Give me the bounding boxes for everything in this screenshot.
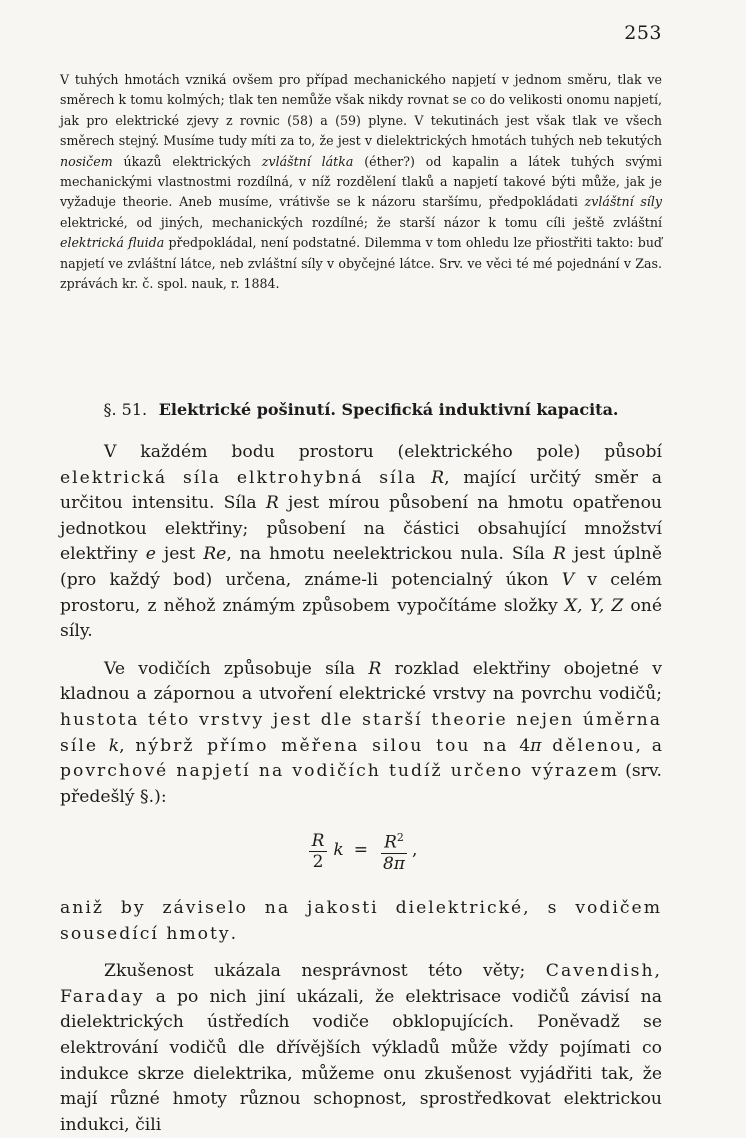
math-var: X, Y, Z xyxy=(564,595,624,616)
math-var: V xyxy=(561,569,575,590)
fraction-rhs: $\frac{R^2}{8\pi}$ xyxy=(380,828,408,874)
math-var: R xyxy=(431,467,445,488)
equation xyxy=(60,828,662,874)
equation-k: k xyxy=(333,840,344,861)
footnote-block xyxy=(60,70,662,294)
spaced-emphasis: Cavendish, Faraday xyxy=(60,961,662,1007)
page-number: 253 xyxy=(624,22,662,44)
italic-term: zvláštní síly xyxy=(584,194,662,210)
spaced-emphasis: povrchové napjetí na vodičích tudíž určeno výrazem xyxy=(60,761,619,782)
paragraph-2: Ve vodičích způsobuje síla R rozklad elektřiny obojetné v kladnou a zápornou a utvoření elektrické vrstvy na povrchu vodičů; hustota této vrstvy jest dle starší theorie nejen úměrna síle k, nýbrž přímo měřena silou tou na 4π dělenou, a povrchové napjetí na vodičích tudíž určeno výrazem (srv. předešlý §.): xyxy=(60,658,662,807)
math-var: R xyxy=(552,544,566,565)
math-var: π xyxy=(530,735,542,756)
paragraph-4: Zkušenost ukázala nesprávnost této věty; Cavendish, Faraday a po nich jiní ukázali, že elektrisace vodičů závisí na dielektrických ústředích vodiče obklopujících. Poněvadž se elektrování vodičů dle dřívějších výkladů může vždy pojímati co indukce skrze dielektrika, můžeme onu zkušenost vyjádřiti tak, že mají různé hmoty různou schopnost, sprostředkovat elektrickou indukci, čili xyxy=(60,961,662,1135)
spaced-emphasis: dělenou xyxy=(552,735,636,756)
small-paragraph: V tuhých hmotách vzniká ovšem pro případ mechanického napjetí v jednom směru, tlak ve směrech k tomu kolmých; tlak ten nemůže však nikdy rovnat se co do velikosti onomu napjetí, jak pro elektrické zjevy z rovnic (58) a (59) plyne. V tekutinách jest však tlak ve všech směrech stejný. Musíme tudy míti za to, že jest v dielektrických hmotách tuhých neb tekutých nosičem úkazů elektrických zvláštní látka (éther?) od kapalin a látek tuhých svými mechanickými vlastnostmi rozdílná, v níž rozdělení tlaků a napjetí takové býti může, jak je vyžaduje theorie. Aneb musíme, vrátivše se k názoru staršímu, předpokládati zvláštní síly elektrické, od jiných, mechanických rozdílné; že starší názor k tomu cíli ještě zvláštní elektrická fluida předpokládal, není podstatné. Dilemma v tom ohledu lze přiostřiti takto: buď napjetí ve zvláštní látce, neb zvláštní síly v obyčejné látce. Srv. ve věci té mé pojednání v Zas. zprávách kr. č. spol. nauk, r. 1884. xyxy=(60,72,662,292)
equation-comma: , xyxy=(411,840,418,861)
italic-term: nosičem xyxy=(60,153,113,169)
spaced-emphasis: hustota této vrstvy jest dle starší theorie nejen úměrna síle xyxy=(60,709,662,756)
math-var: R xyxy=(265,493,279,514)
spaced-emphasis: aniž by záviselo na jakosti dielektrické, s vodičem sousedící hmoty xyxy=(60,897,662,944)
italic-term: elektrická fluida xyxy=(60,235,165,251)
paragraph-3: aniž by záviselo na jakosti dielektrické, s vodičem sousedící hmoty. xyxy=(60,897,662,944)
spaced-emphasis: nýbrž přímo měřena silou tou na xyxy=(135,735,509,756)
math-var: R xyxy=(368,658,382,679)
paragraph-1: V každém bodu prostoru (elektrického pole) působí elektrická síla elktrohybná síla R, mající určitý směr a určitou intensitu. Síla R jest mírou působení na hmotu opatřenou jednotkou elektřiny; působení na částici obsahující množství elektřiny e jest Re, na hmotu neelektrickou nula. Síla R jest úplně (pro každý bod) určena, známe-li potencialný úkon V v celém prostoru, z něhož známým způsobem vypočítáme složky X, Y, Z oné síly. xyxy=(60,442,663,642)
section-heading xyxy=(60,400,662,419)
spaced-emphasis: elektrická síla elktrohybná síla xyxy=(60,467,418,488)
math-var: e xyxy=(145,544,156,565)
fraction-lhs: $\frac{R}{2}$ xyxy=(309,831,328,872)
italic-term: zvláštní látka xyxy=(261,153,354,169)
math-var: k xyxy=(108,735,120,756)
math-var: Re xyxy=(203,544,227,565)
section-title: Elektrické pošinutí. Specifická induktivní kapacita. xyxy=(158,400,619,419)
section-number: §. 51. xyxy=(103,400,148,419)
main-text xyxy=(60,440,662,1138)
equals-sign: = xyxy=(353,840,368,861)
